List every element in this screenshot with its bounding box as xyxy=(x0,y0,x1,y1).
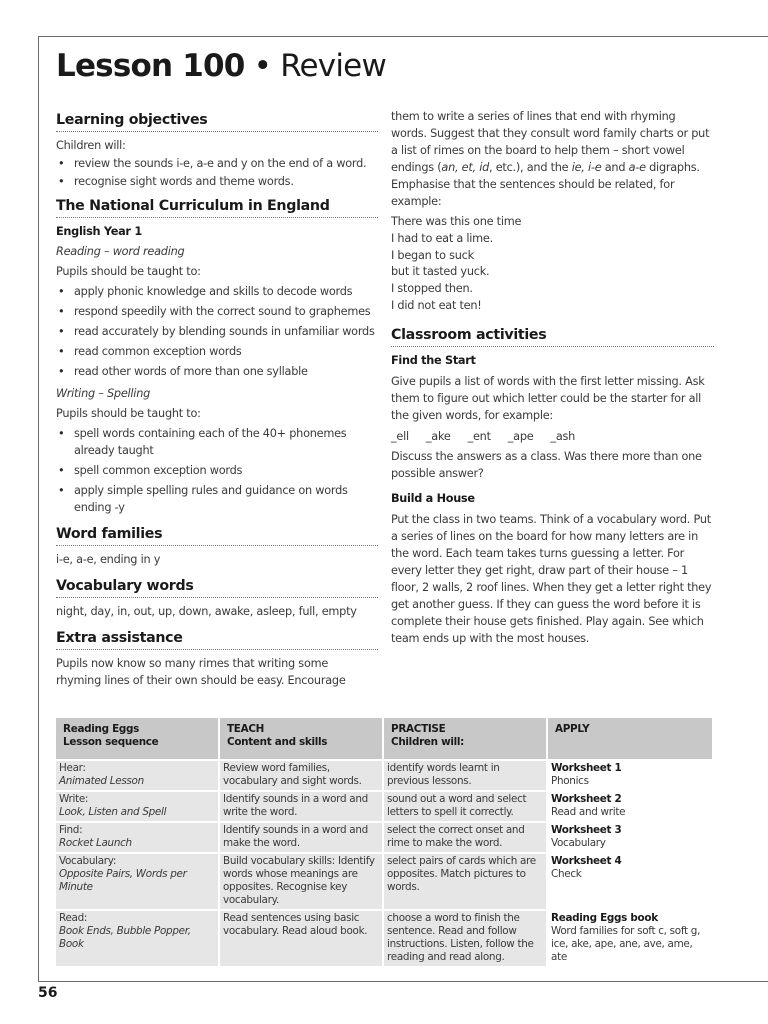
sequence-activity: Opposite Pairs, Words per Minute xyxy=(59,868,187,893)
poem-line: There was this one time xyxy=(391,215,522,228)
list-item: • read accurately by blending sounds in unfamiliar words xyxy=(56,323,378,340)
header-line: Children will: xyxy=(391,736,465,748)
sequence-label: Vocabulary: xyxy=(59,855,117,867)
apply-title: Worksheet 3 xyxy=(551,824,622,836)
header-line: Lesson sequence xyxy=(63,736,159,748)
list-item: • recognise sight words and theme words. xyxy=(56,173,378,190)
sequence-activity: Look, Listen and Spell xyxy=(59,806,167,818)
table-header-row xyxy=(56,718,714,761)
table-row xyxy=(56,823,714,854)
vocabulary-heading: Vocabulary words xyxy=(56,576,378,598)
header-teach xyxy=(220,718,384,761)
poem-line: I did not eat ten! xyxy=(391,298,482,312)
build-a-house-text: Put the class in two teams. Think of a vocabulary word. Put a series of lines on the board for how many letters are in the word. Each team takes turns guessing a letter. For every letter they get right, draw part of their house – 1 floor, 2 walls, 2 roof lines. When they get a letter right they get another guess. If they can guess the word before it is complete their house gets finished. Play again. See which team ends up with the most houses. xyxy=(391,512,712,645)
header-lesson-sequence xyxy=(56,718,220,761)
list-item: • read common exception words xyxy=(56,343,378,360)
cell-sequence xyxy=(56,823,220,854)
word-blanks xyxy=(391,428,714,445)
poem-line: I began to suck xyxy=(391,248,474,262)
header-line: APPLY xyxy=(555,723,590,735)
writing-list xyxy=(56,425,378,516)
word-blank: _ash xyxy=(550,429,576,443)
cell-sequence xyxy=(56,761,220,792)
header-practise xyxy=(384,718,548,761)
header-line: PRACTISE xyxy=(391,723,446,735)
find-the-start-text: Give pupils a list of words with the first letter missing. Ask them to figure out which letter could be the starter for all the given words, for example: xyxy=(391,374,705,422)
title-lesson: Lesson 100 xyxy=(56,48,245,84)
apply-title: Reading Eggs book xyxy=(551,912,658,924)
page-title xyxy=(56,46,386,86)
extra-text-italic-1: an, et, id xyxy=(441,161,490,174)
objectives-heading: Learning objectives xyxy=(56,110,378,132)
cell-sequence xyxy=(56,854,220,911)
table-row xyxy=(56,911,714,968)
cell-practise: sound out a word and select letters to spell it correctly. xyxy=(384,792,548,823)
writing-intro: Pupils should be taught to: xyxy=(56,407,201,420)
cell-practise: select the correct onset and rime to make the word. xyxy=(384,823,548,854)
left-column xyxy=(56,108,378,692)
sequence-label: Find: xyxy=(59,824,83,836)
table-row xyxy=(56,761,714,792)
apply-title: Worksheet 2 xyxy=(551,793,622,805)
word-blank: _ake xyxy=(425,429,451,443)
find-the-start-text-2: Discuss the answers as a class. Was there more than one possible answer? xyxy=(391,449,702,480)
sequence-label: Hear: xyxy=(59,762,86,774)
extra-text-3: and xyxy=(601,161,629,174)
cell-teach: Build vocabulary skills: Identify words whose meanings are opposites. Recognise key vocabulary. xyxy=(220,854,384,911)
sequence-label: Read: xyxy=(59,912,88,924)
extra-text-1: them to write a series of lines that end with rhyming words. Suggest that they consult word family charts or put a list of rimes on the board to help them – short vowel endings ( xyxy=(391,110,710,174)
apply-text: Read and write xyxy=(551,806,626,818)
title-bullet: • xyxy=(253,48,272,84)
apply-title: Worksheet 4 xyxy=(551,855,622,867)
header-line: Content and skills xyxy=(227,736,328,748)
apply-text: Check xyxy=(551,868,582,880)
objectives-intro: Children will: xyxy=(56,139,126,152)
vocabulary-text: night, day, in, out, up, down, awake, asleep, full, empty xyxy=(56,605,357,618)
header-line: Reading Eggs xyxy=(63,723,140,735)
cell-apply xyxy=(548,854,714,911)
extra-text-4: digraphs. Emphasise that the sentences should be related, for example: xyxy=(391,161,700,208)
reading-subheading: Reading – word reading xyxy=(56,245,185,258)
sequence-label: Write: xyxy=(59,793,89,805)
classroom-activities-heading: Classroom activities xyxy=(391,325,714,347)
header-line: TEACH xyxy=(227,723,265,735)
example-poem xyxy=(391,214,714,315)
sequence-activity: Rocket Launch xyxy=(59,837,132,849)
header-apply xyxy=(548,718,714,761)
sequence-activity: Animated Lesson xyxy=(59,775,144,787)
list-item: • review the sounds i-e, a-e and y on the end of a word. xyxy=(56,155,378,172)
cell-sequence xyxy=(56,911,220,968)
word-blank: _ape xyxy=(507,429,534,443)
apply-title: Worksheet 1 xyxy=(551,762,622,774)
extra-text-italic-3: a-e xyxy=(628,161,646,174)
cell-apply xyxy=(548,761,714,792)
page-number: 56 xyxy=(38,985,58,1001)
objectives-list xyxy=(56,155,378,190)
cell-teach: Identify sounds in a word and make the word. xyxy=(220,823,384,854)
apply-text: Vocabulary xyxy=(551,837,606,849)
word-families-text: i-e, a-e, ending in y xyxy=(56,553,161,566)
cell-teach: Review word families, vocabulary and sight words. xyxy=(220,761,384,792)
apply-text: Phonics xyxy=(551,775,589,787)
cell-teach: Read sentences using basic vocabulary. Read aloud book. xyxy=(220,911,384,968)
word-families-heading: Word families xyxy=(56,524,378,546)
poem-line: I stopped then. xyxy=(391,282,473,296)
poem-line: but it tasted yuck. xyxy=(391,265,490,279)
list-item: • apply simple spelling rules and guidance on words ending -y xyxy=(56,482,378,516)
cell-practise: select pairs of cards which are opposites. Match pictures to words. xyxy=(384,854,548,911)
cell-teach: Identify sounds in a word and write the word. xyxy=(220,792,384,823)
curriculum-year: English Year 1 xyxy=(56,225,142,238)
extra-assistance-heading: Extra assistance xyxy=(56,628,378,650)
curriculum-heading: The National Curriculum in England xyxy=(56,196,378,218)
cell-sequence xyxy=(56,792,220,823)
reading-list xyxy=(56,283,378,380)
table-row xyxy=(56,854,714,911)
build-a-house-title: Build a House xyxy=(391,491,475,505)
list-item: • spell words containing each of the 40+ phonemes already taught xyxy=(56,425,378,459)
extra-assistance-text: Pupils now know so many rimes that writing some rhyming lines of their own should be easy. Encourage xyxy=(56,657,346,687)
cell-practise: choose a word to finish the sentence. Read and follow instructions. Listen, follow the reading and read along. xyxy=(384,911,548,968)
lesson-sequence-table xyxy=(56,718,714,968)
cell-apply xyxy=(548,792,714,823)
apply-text: Word families for soft c, soft g, ice, ake, ape, ane, ave, ame, ate xyxy=(551,925,701,963)
list-item: • apply phonic knowledge and skills to decode words xyxy=(56,283,378,300)
sequence-activity: Book Ends, Bubble Popper, Book xyxy=(59,925,191,950)
cell-apply xyxy=(548,911,714,968)
title-review: Review xyxy=(280,48,386,84)
extra-text-2: , etc.), and the xyxy=(489,161,572,174)
poem-line: I had to eat a lime. xyxy=(391,231,493,245)
extra-assistance-continued xyxy=(391,108,714,210)
cell-apply xyxy=(548,823,714,854)
list-item: • spell common exception words xyxy=(56,462,378,479)
list-item: • respond speedily with the correct sound to graphemes xyxy=(56,303,378,320)
find-the-start-title: Find the Start xyxy=(391,353,476,367)
table-row xyxy=(56,792,714,823)
word-blank: _ell xyxy=(391,429,409,443)
list-item: • read other words of more than one syllable xyxy=(56,363,378,380)
right-column xyxy=(391,108,714,650)
cell-practise: identify words learnt in previous lessons. xyxy=(384,761,548,792)
extra-text-italic-2: ie, i-e xyxy=(571,161,602,174)
word-blank: _ent xyxy=(467,429,491,443)
writing-subheading: Writing – Spelling xyxy=(56,387,151,400)
reading-intro: Pupils should be taught to: xyxy=(56,265,201,278)
